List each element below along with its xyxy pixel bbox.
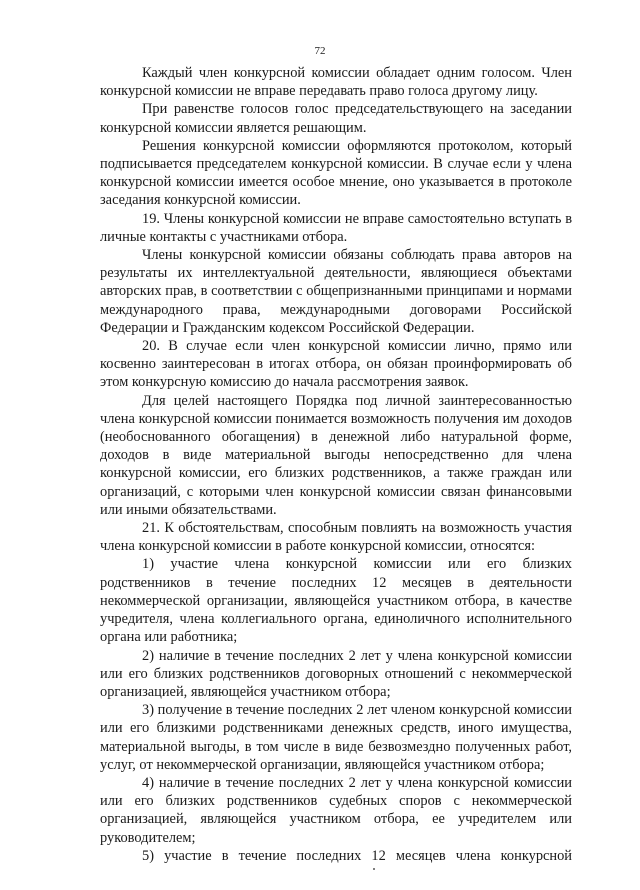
- list-item-4: 4) наличие в течение последних 2 лет у члена конкурсной комиссии или его близких родственников судебных споров с некоммерческой организацией, являющейся участником отбора, ее учредителем или руководителем;: [100, 774, 572, 846]
- paragraph-decisions-protocol: Решения конкурсной комиссии оформляются протоколом, который подписывается председателем конкурсной комиссии. В случае если у члена конкурсной комиссии имеется особое мнение, оно указывается в протоколе заседания конкурсной комиссии.: [100, 137, 572, 209]
- paragraph-19: 19. Члены конкурсной комиссии не вправе самостоятельно вступать в личные контакты с участниками отбора.: [100, 210, 572, 245]
- list-item-5: 5) участие в течение последних 12 месяцев члена конкурсной: [142, 847, 572, 864]
- scan-speck: [373, 868, 375, 870]
- paragraph-tie-vote: При равенстве голосов голос председательствующего на заседании конкурсной комиссии является решающим.: [100, 101, 572, 136]
- paragraph-votes: Каждый член конкурсной комиссии обладает одним голосом. Член конкурсной комиссии не вправе передавать право голоса другому лицу.: [100, 65, 572, 100]
- paragraph-author-rights: Члены конкурсной комиссии обязаны соблюдать права авторов на результаты их интеллектуальной деятельности, являющиеся объектами авторских прав, в соответствии с общепризнанными принципами и нормами международного права, международными договорами Российской Федерации и Гражданским кодексом Российской Федерации.: [100, 247, 572, 336]
- page-number: 72: [314, 45, 326, 57]
- document-body: [100, 64, 572, 865]
- paragraph-personal-interest: Для целей настоящего Порядка под личной заинтересованностью члена конкурсной комиссии понимается возможность получения им доходов (необоснованного обогащения) в денежной либо натуральной форме, доходов в виде материальной выгоды непосредственно для члена конкурсной комиссии, его близких родственников, а также граждан или организаций, с которыми член конкурсной комиссии связан финансовыми или иными обязательствами.: [100, 392, 572, 518]
- list-item-1: 1) участие члена конкурсной комиссии или его близких родственников в течение последних 12 месяцев в деятельности некоммерческой организации, являющейся участником отбора, в качестве учредителя, члена коллегиального органа, единоличного исполнительного органа или работника;: [100, 556, 572, 646]
- paragraph-21: 21. К обстоятельствам, способным повлиять на возможность участия члена конкурсной комиссии в работе конкурсной комиссии, относятся:: [100, 520, 572, 555]
- list-item-2: 2) наличие в течение последних 2 лет у члена конкурсной комиссии или его близких родственников договорных отношений с некоммерческой организацией, являющейся участником отбора;: [100, 647, 572, 700]
- list-item-3: 3) получение в течение последних 2 лет членом конкурсной комиссии или его близкими родственниками денежных средств, иного имущества, материальной выгоды, в том числе в виде безвозмездно полученных работ, услуг, от некоммерческой организации, являющейся участником отбора;: [100, 702, 572, 773]
- paragraph-20: 20. В случае если член конкурсной комиссии лично, прямо или косвенно заинтересован в итогах отбора, он обязан проинформировать об этом конкурсную комиссию до начала рассмотрения заявок.: [100, 338, 572, 391]
